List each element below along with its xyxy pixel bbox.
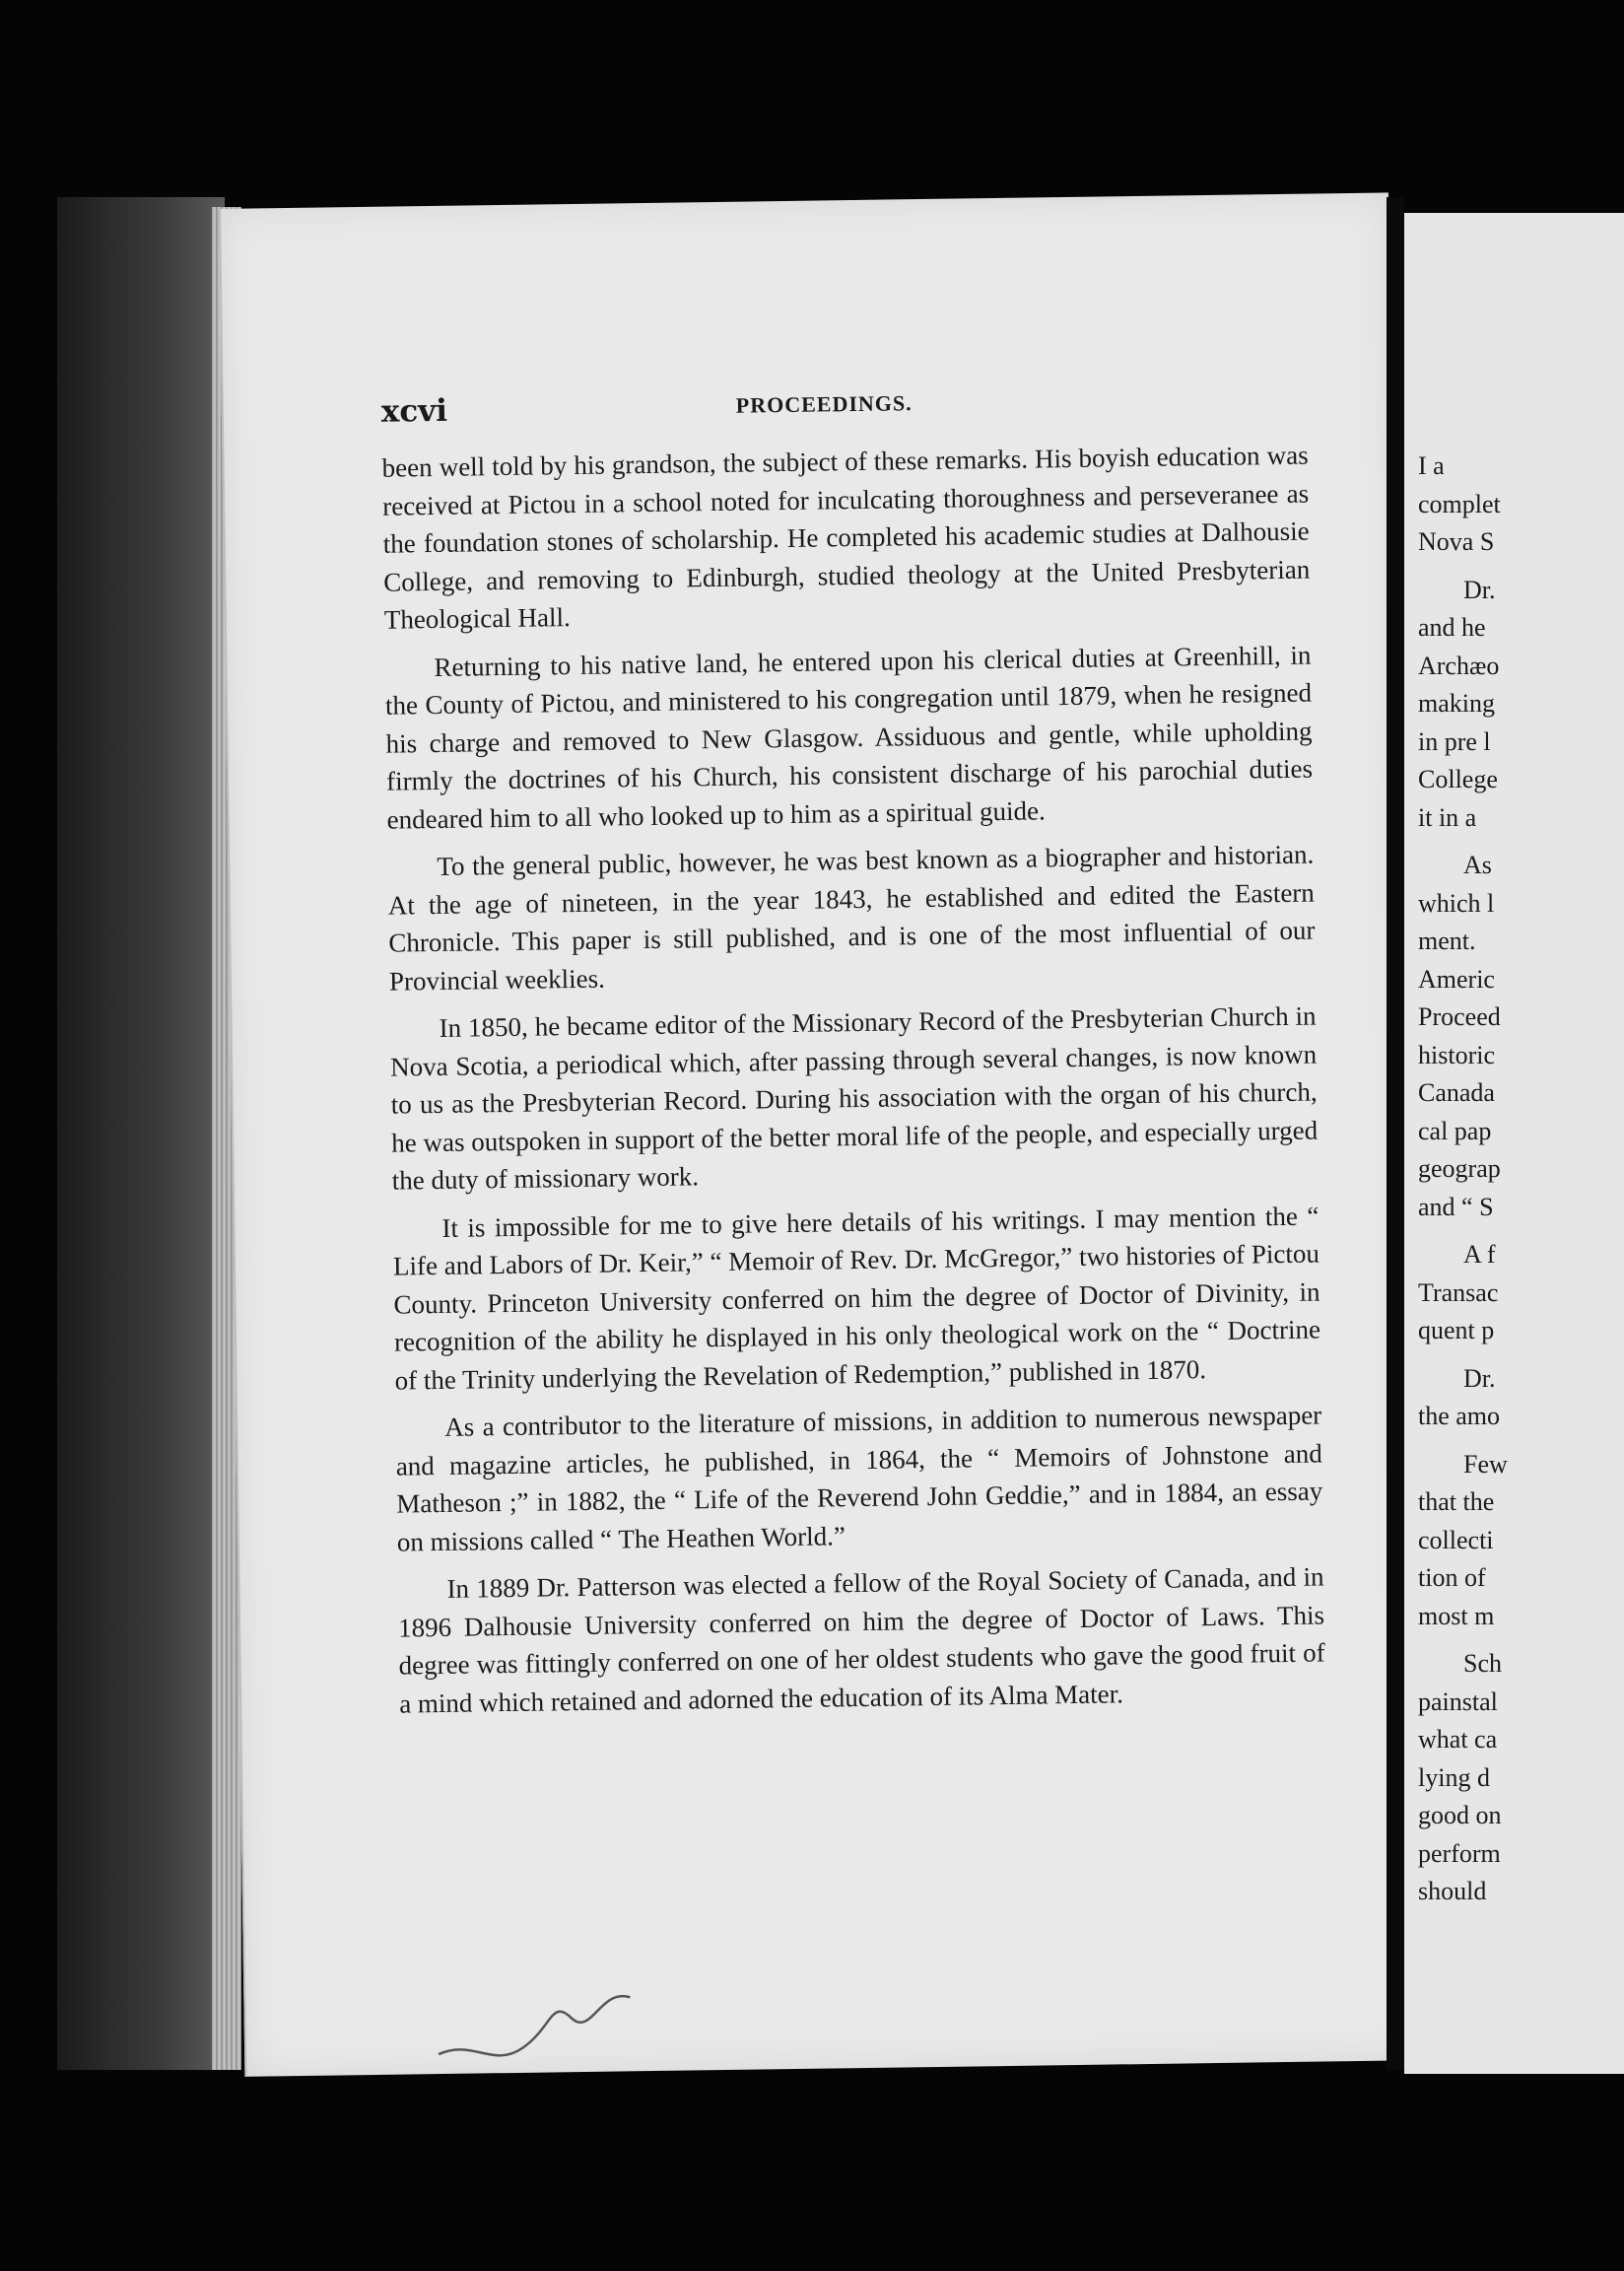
paragraph-gap bbox=[1418, 1350, 1508, 1360]
text-fragment-line: what ca bbox=[1418, 1725, 1498, 1754]
text-fragment-line: and “ S bbox=[1418, 1192, 1494, 1221]
left-page-text-block bbox=[381, 381, 1326, 1733]
page-number: xcvi bbox=[380, 392, 448, 430]
text-fragment-line: lying d bbox=[1418, 1762, 1490, 1792]
text-fragment-line: perform bbox=[1418, 1838, 1501, 1868]
text-fragment-line: it in a bbox=[1418, 802, 1477, 832]
right-page-text-fragments bbox=[1418, 447, 1508, 1911]
text-fragment-line: which l bbox=[1418, 888, 1495, 918]
text-fragment-line: the amo bbox=[1418, 1402, 1501, 1430]
book-gutter bbox=[1387, 197, 1404, 2070]
text-fragment-line: good on bbox=[1418, 1801, 1502, 1829]
text-fragment-line: ment. bbox=[1418, 927, 1476, 955]
text-fragment-line: tion of bbox=[1418, 1563, 1486, 1592]
paragraph: It is impossible for me to give here details of his writings. I may mention the “ Life and Labors of Dr. Keir,” “ Memoir of Rev. Dr. McGregor,” two histories of Pictou County. Princeton University conferred on him the degree of Doctor of Divinity, in recognition of the ability he displayed in his only theological work on the “ Doctrine of the Trinity underlying the Revelation of Redemption,” published in 1870. bbox=[392, 1201, 1321, 1396]
paragraph-gap bbox=[1418, 1226, 1508, 1236]
paragraph-gap bbox=[1418, 837, 1508, 847]
text-fragment-line: in pre l bbox=[1418, 726, 1491, 756]
paragraph: In 1889 Dr. Patterson was elected a fellow of the Royal Society of Canada, and in 1896 Dalhousie University conferred on him the degree of Doctor of Laws. This degree was fittingly conferred on one of her oldest students who gave the good fruit of a mind which retained and adorned the education of its Alma Mater. bbox=[397, 1561, 1325, 1719]
paragraph: been well told by his grandson, the subject of these remarks. His boyish education was received at Pictou in a school noted for inculcating thoroughness and perseveranee as the foundation stones of scholarship. He completed his academic studies at Dalhousie College, and removing to Edinburgh, studied theology at the United Presbyterian Theological Hall. bbox=[381, 440, 1311, 635]
text-fragment-line: Americ bbox=[1418, 964, 1495, 994]
paragraph-gap bbox=[1418, 1635, 1508, 1645]
text-fragment-line: quent p bbox=[1418, 1316, 1495, 1344]
text-fragment-line: Sch bbox=[1463, 1649, 1502, 1678]
text-fragment-line: Proceed bbox=[1418, 1002, 1501, 1031]
body-text bbox=[381, 437, 1325, 1723]
text-fragment-line: historic bbox=[1418, 1040, 1495, 1069]
text-fragment-line: painstal bbox=[1418, 1686, 1498, 1716]
running-head-title: PROCEEDINGS. bbox=[735, 390, 913, 418]
paragraph: In 1850, he became editor of the Missionary Record of the Presbyterian Church in Nova Scotia, a periodical which, after passing through several changes, is now known to us as the Presbyterian Record. During his association with the organ of his church, he was outspoken in support of the better moral life of the people, and especially urged the duty of missionary work. bbox=[389, 1000, 1319, 1196]
book-spine-edge bbox=[57, 197, 225, 2070]
paragraph-gap bbox=[1418, 1436, 1508, 1446]
text-fragment-line: geograp bbox=[1418, 1154, 1501, 1183]
text-fragment-line: most m bbox=[1418, 1601, 1495, 1630]
paragraph: As a contributor to the literature of missions, in addition to numerous newspaper and magazine articles, he published, in 1864, the “ Memoirs of Johnstone and Matheson ;” in 1882, the “ Life of the Reverend John Geddie,” and in 1884, an essay on missions called “ The Heathen World.” bbox=[395, 1400, 1323, 1557]
text-fragment-line: complet bbox=[1418, 489, 1501, 518]
pencil-scribble-mark bbox=[433, 1977, 650, 2069]
text-fragment-line: As bbox=[1463, 851, 1492, 879]
text-fragment-line: A f bbox=[1463, 1240, 1496, 1269]
left-page bbox=[219, 192, 1414, 2076]
text-fragment-line: making bbox=[1418, 689, 1495, 718]
text-fragment-line: Archæo bbox=[1418, 651, 1500, 680]
text-fragment-line: College bbox=[1418, 765, 1498, 793]
paragraph: Returning to his native land, he entered upon his clerical duties at Greenhill, in the County of Pictou, and ministered to his congregation until 1879, when he resigned his charge and removed to New Glasgow. Assiduous and gentle, while upholding firmly the doctrines of his Church, his consistent discharge of his parochial duties endeared him to all who looked up to him as a spiritual guide. bbox=[384, 640, 1314, 835]
text-fragment-line: Nova S bbox=[1418, 527, 1495, 556]
text-fragment-line: Dr. bbox=[1463, 1363, 1496, 1393]
text-fragment-line: Canada bbox=[1418, 1078, 1495, 1107]
text-fragment-line: and he bbox=[1418, 613, 1486, 642]
text-fragment-line: Few bbox=[1463, 1449, 1508, 1479]
text-fragment-line: that the bbox=[1418, 1487, 1495, 1516]
paragraph: To the general public, however, he was best known as a biographer and historian. At the age of nineteen, in the year 1843, he established and edited the Eastern Chronicle. This paper is still published, and is one of the most influential of our Provincial weeklies. bbox=[387, 839, 1316, 997]
text-fragment-line: collecti bbox=[1418, 1525, 1494, 1554]
paragraph-gap bbox=[1418, 562, 1508, 572]
text-fragment-line: cal pap bbox=[1418, 1116, 1492, 1145]
text-fragment-line: should bbox=[1418, 1877, 1487, 1905]
text-fragment-line: Transac bbox=[1418, 1277, 1499, 1307]
text-fragment-line: Dr. bbox=[1463, 575, 1496, 604]
right-page bbox=[1404, 213, 1624, 2074]
text-fragment-line: I a bbox=[1418, 451, 1445, 480]
